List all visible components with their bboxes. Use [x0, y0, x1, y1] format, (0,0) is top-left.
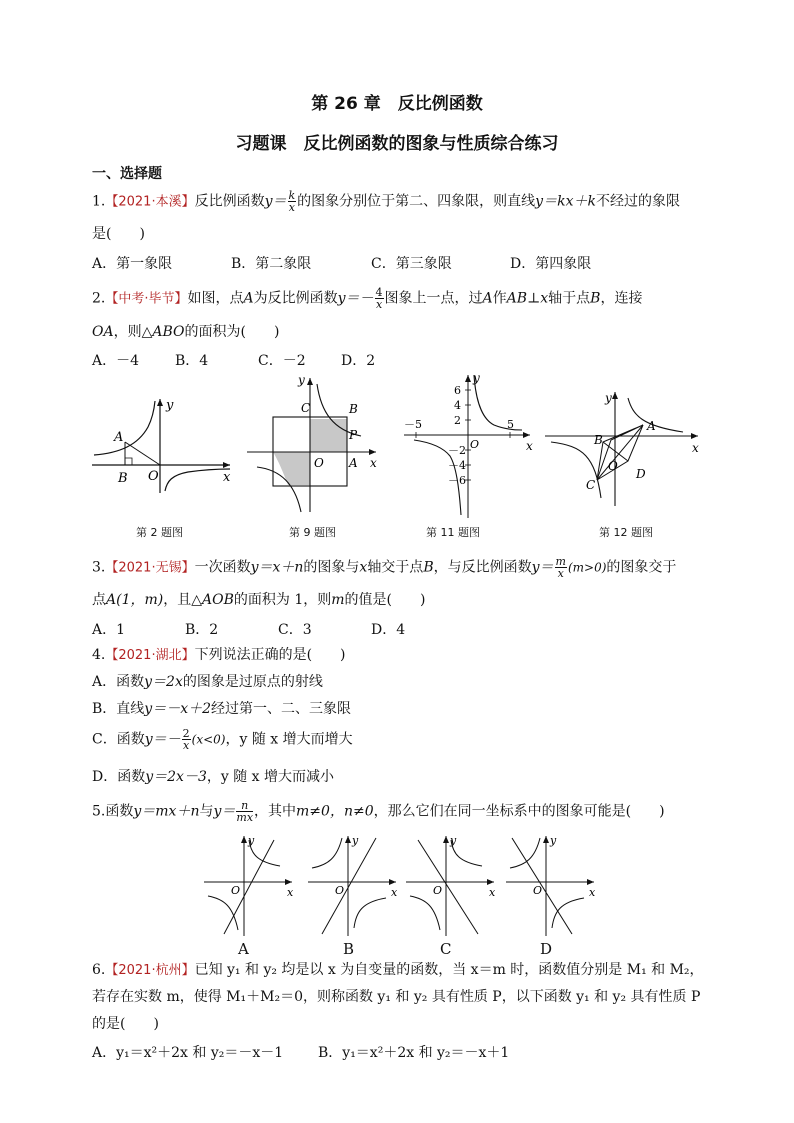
q4-number: 4.: [92, 647, 106, 663]
fig9-label-p: P: [349, 428, 358, 442]
q3-option-b: B．2: [185, 622, 219, 638]
fig2-label-x: x: [223, 470, 231, 485]
q3-text-e: 的图象交于: [606, 559, 677, 576]
q4-option-a: [92, 671, 323, 691]
question-5: [92, 800, 665, 823]
q5-graph-a: [200, 832, 300, 940]
fig2-curve-right: [165, 469, 230, 491]
fig11-label-x: x: [526, 439, 533, 453]
q5-frac-num: n: [236, 800, 253, 812]
q5b-line: [322, 838, 376, 934]
fig11-label-m6: －6: [448, 474, 466, 487]
q4-opt-d-text: D．函数: [92, 769, 146, 785]
fig2-label-o: O: [148, 469, 159, 484]
q3-point-a: A(1，m): [106, 592, 164, 608]
fig11-label-2: 2: [454, 414, 461, 427]
q3-line2: [92, 590, 425, 610]
question-4: [92, 645, 346, 666]
q2-option-b: B．4: [175, 353, 209, 369]
fig11-label-4: 4: [454, 399, 461, 412]
q4-opt-a-text: A．函数: [92, 674, 145, 690]
fig11-label-xm5: －5: [404, 418, 422, 431]
fig12-label-a: A: [647, 419, 656, 433]
q6-line3: 的是( ): [92, 1016, 159, 1032]
q4-option-b: [92, 698, 351, 718]
question-3: [92, 556, 676, 579]
q5a-label-y: y: [248, 834, 255, 847]
q2-perp: ⊥: [527, 290, 541, 307]
fig11-caption: 第 11 题图: [426, 526, 480, 539]
q2-func: y＝－: [337, 290, 374, 307]
q2-x: x: [540, 290, 549, 307]
figure-2: [90, 395, 240, 495]
q2-point-a2: A: [482, 290, 493, 307]
q5a-label-x: x: [287, 886, 294, 899]
q2-fraction: [375, 287, 384, 310]
q4-opt-b-tail: 经过第一、二、三象限: [211, 701, 352, 717]
q5-cond: m≠0，n≠0: [296, 803, 374, 820]
q5-graph-c: [402, 832, 502, 940]
q3-option-c: C．3: [278, 622, 312, 638]
chapter-title: 第 26 章 反比例函数: [311, 94, 483, 114]
fig12-caption: 第 12 题图: [599, 526, 653, 539]
q5c-x-arrow-icon: [487, 879, 494, 885]
fig9-x-arrow-icon: [369, 449, 376, 455]
q5-frac-den: mx: [236, 811, 254, 824]
section-heading: 一、选择题: [92, 166, 162, 182]
q5-func1: y＝mx＋n: [133, 803, 200, 820]
q5d-x-arrow-icon: [587, 879, 594, 885]
q3-x: x: [359, 559, 368, 576]
q4-option-c: [92, 728, 353, 751]
fig9-label-b: B: [349, 402, 358, 416]
fig12-label-b: B: [594, 433, 603, 447]
q3-line2-a: 点: [92, 592, 106, 608]
q1-frac-den: x: [288, 201, 295, 214]
q3-aob: AOB: [202, 592, 234, 608]
q3-point-b: B: [423, 559, 434, 576]
q5d-label-x: x: [589, 886, 596, 899]
q1-fraction: [288, 190, 297, 213]
q3-text-b: 的图象与: [303, 559, 360, 576]
q2-frac-num: 4: [375, 286, 383, 299]
figure-11: [398, 370, 538, 520]
q5-text-d: ，那么它们在同一坐标系中的图象可能是( ): [373, 803, 665, 820]
q2-text-b: 为反比例函数: [253, 290, 338, 307]
fig11-y-arrow-icon: [465, 375, 471, 382]
q4-source: 【2021·湖北】: [105, 648, 195, 663]
q5-fraction: [236, 800, 253, 823]
q5a-x-arrow-icon: [285, 879, 292, 885]
q4-opt-d-tail: ，y 随 x 增大而减小: [206, 769, 335, 785]
fig12-label-d: D: [636, 467, 646, 481]
figure-12: [543, 388, 703, 508]
q5b-curve-1: [312, 838, 342, 868]
q5a-label-o: O: [231, 884, 241, 897]
q5-func2: y＝: [213, 803, 236, 820]
q5c-line: [418, 840, 478, 934]
q3-text-a: 一次函数: [194, 559, 251, 576]
q5a-curve-2: [208, 896, 238, 930]
fig9-label-o: O: [314, 456, 324, 470]
fig12-label-c: C: [586, 478, 596, 492]
q1-text-b: 的图象分别位于第二、四象限，则直线: [297, 193, 536, 210]
fig9-caption: 第 9 题图: [289, 526, 336, 539]
q6-option-b: B．y₁＝x²＋2x 和 y₂＝－x＋1: [318, 1045, 510, 1061]
q4-text: 下列说法正确的是( ): [194, 647, 346, 663]
q5c-label-o: O: [433, 884, 443, 897]
q3-frac-num: m: [555, 555, 566, 568]
fig11-curve-right: [474, 375, 522, 430]
q2-line2: [92, 322, 279, 342]
q3-text-d: ，与反比例函数: [433, 559, 532, 576]
q5b-y-arrow-icon: [345, 836, 351, 843]
q3-line2-b: ，且△: [163, 592, 202, 608]
q5b-label-o: O: [335, 884, 345, 897]
fig11-label-x5: 5: [507, 418, 514, 431]
q5-number: 5.: [92, 803, 106, 820]
fig12-y-arrow-icon: [612, 392, 618, 399]
figure-9: [243, 372, 383, 522]
q2-option-a: A．－4: [92, 353, 140, 369]
fig11-label-6: 6: [454, 384, 461, 397]
fig2-label-y: y: [166, 398, 174, 413]
q1-line-func: y＝kx＋k: [535, 193, 596, 210]
q5-choice-a: A: [238, 940, 249, 958]
q5-graph-b: [304, 832, 404, 940]
fig2-x-arrow-icon: [223, 462, 230, 468]
q3-option-d: D．4: [371, 622, 406, 638]
fig9-shade-lower: [273, 452, 310, 485]
q2-point-a: A: [243, 290, 254, 307]
fig11-x-arrow-icon: [523, 432, 530, 438]
q5-choice-c: C: [440, 940, 452, 958]
fig9-y-arrow-icon: [307, 378, 313, 385]
q1-option-c: C．第三象限: [371, 256, 452, 272]
fig2-label-b: B: [118, 471, 128, 486]
q5c-y-arrow-icon: [443, 836, 449, 843]
q2-line2-text: ，则△: [113, 324, 153, 340]
q1-option-a: A．第一象限: [92, 256, 173, 272]
q6-line1: 已知 y₁ 和 y₂ 均是以 x 为自变量的函数，当 x＝m 时，函数值分别是 M₁ 和 M₂，: [194, 962, 704, 978]
q5c-label-y: y: [450, 834, 457, 847]
fig12-label-x: x: [692, 441, 699, 455]
fig9-label-y: y: [298, 373, 305, 387]
lesson-title: 习题课 反比例函数的图象与性质综合练习: [235, 134, 559, 154]
q1-func: y＝: [264, 193, 287, 210]
q6-source: 【2021·杭州】: [105, 963, 195, 978]
q2-line2-end: 的面积为( ): [184, 324, 280, 340]
q4-opt-c-text: C．函数: [92, 731, 145, 748]
fig12-label-y: y: [605, 391, 612, 405]
q3-condition: (m>0): [567, 560, 607, 575]
fig2-y-arrow-icon: [157, 399, 163, 406]
q2-option-c: C．－2: [258, 353, 306, 369]
q2-ab: AB: [506, 290, 528, 307]
q4-opt-c-tail: ，y 随 x 增大而增大: [225, 731, 353, 748]
q5-choice-d: D: [540, 940, 553, 958]
q3-fraction: [555, 556, 567, 579]
q5-text-c: ，其中: [254, 803, 297, 820]
q5c-label-x: x: [489, 886, 496, 899]
q3-func1: y＝x＋n: [250, 559, 304, 576]
q4-opt-c-cond: (x<0): [191, 732, 226, 747]
fig9-label-a: A: [349, 456, 358, 470]
q2-text-c: 图象上一点，过: [384, 290, 483, 307]
q3-number: 3.: [92, 559, 106, 576]
q5-text-a: 函数: [105, 803, 134, 820]
fig2-label-a: A: [114, 430, 124, 445]
q1-text-a: 反比例函数: [194, 193, 265, 210]
q1-frac-num: k: [288, 189, 296, 202]
q6-number: 6.: [92, 962, 106, 978]
q5d-curve-2: [552, 898, 584, 928]
q3-m: m: [331, 592, 345, 608]
q6-option-a: A．y₁＝x²＋2x 和 y₂＝－x－1: [92, 1045, 284, 1061]
q4-opt-c-fraction: [182, 728, 191, 751]
q2-text-d: 作: [492, 290, 507, 307]
fig12-label-o: O: [608, 459, 618, 473]
q5-text-b: 与: [199, 803, 214, 820]
q2-text-g: ，连接: [600, 290, 643, 307]
q1-text-c: 不经过的象限: [595, 193, 680, 210]
fig11-label-y: y: [473, 371, 480, 385]
question-6: [92, 960, 704, 981]
q2-point-b: B: [590, 290, 601, 307]
q1-number: 1.: [92, 193, 106, 210]
q5c-curve-2: [410, 896, 440, 930]
q5b-x-arrow-icon: [389, 879, 396, 885]
q3-line2-c: 的面积为 1，则: [233, 592, 332, 608]
fig2-caption: 第 2 题图: [136, 526, 183, 539]
q2-abo: ABO: [152, 324, 185, 340]
q2-text-f: 轴于点: [548, 290, 591, 307]
q2-source: 【中考·毕节】: [105, 291, 188, 307]
question-1: [92, 190, 680, 213]
question-2: [92, 287, 642, 310]
fig2-segment-oa: [125, 442, 160, 465]
q4-opt-d-func: y＝2x－3: [145, 769, 207, 785]
fig9-shade-upper: [310, 419, 347, 452]
fig11-label-o: O: [470, 438, 480, 451]
q5d-y-arrow-icon: [543, 836, 549, 843]
q3-source: 【2021·无锡】: [105, 560, 195, 576]
q3-option-a: A．1: [92, 622, 126, 638]
q2-frac-den: x: [375, 298, 383, 311]
q4-opt-a-func: y＝2x: [144, 674, 183, 690]
q2-option-d: D．2: [341, 353, 376, 369]
fig9-label-x: x: [370, 456, 377, 470]
q5b-label-x: x: [391, 886, 398, 899]
q3-func2: y＝: [531, 559, 554, 576]
q2-text-a: 如图，点: [187, 290, 244, 307]
fig11-label-m4: －4: [448, 459, 466, 472]
fig11-label-m2: －2: [448, 444, 466, 457]
q4-opt-c-den: x: [183, 739, 190, 752]
q4-opt-b-text: B．直线: [92, 701, 145, 717]
q2-oa: OA: [92, 324, 114, 340]
fig12-x-arrow-icon: [691, 433, 698, 439]
q1-source: 【2021·本溪】: [105, 194, 195, 210]
q3-line2-d: 的值是( ): [344, 592, 426, 608]
q4-opt-a-tail: 的图象是过原点的射线: [182, 674, 323, 690]
q5-choice-b: B: [343, 940, 355, 958]
q5d-label-o: O: [533, 884, 543, 897]
q4-opt-b-func: y＝－x＋2: [144, 701, 212, 717]
q5b-label-y: y: [352, 834, 359, 847]
q1-line2: 是( ): [92, 226, 145, 242]
q1-option-b: B．第二象限: [231, 256, 312, 272]
q5-graph-d: [502, 832, 602, 940]
q4-opt-c-num: 2: [182, 727, 190, 740]
q1-option-d: D．第四象限: [510, 256, 592, 272]
q3-text-c: 轴交于点: [367, 559, 424, 576]
q4-option-d: [92, 766, 334, 786]
fig2-right-angle: [125, 458, 132, 465]
fig9-label-c: C: [301, 401, 311, 415]
q5b-curve-2: [354, 898, 386, 928]
q2-number: 2.: [92, 290, 106, 307]
q6-line2: 若存在实数 m，使得 M₁＋M₂＝0，则称函数 y₁ 和 y₂ 具有性质 P，以下函数 y₁ 和 y₂ 具有性质 P: [92, 989, 701, 1005]
q4-opt-c-func: y＝－: [144, 731, 181, 748]
q3-frac-den: x: [557, 567, 564, 580]
q5a-y-arrow-icon: [241, 836, 247, 843]
q5d-label-y: y: [550, 834, 557, 847]
